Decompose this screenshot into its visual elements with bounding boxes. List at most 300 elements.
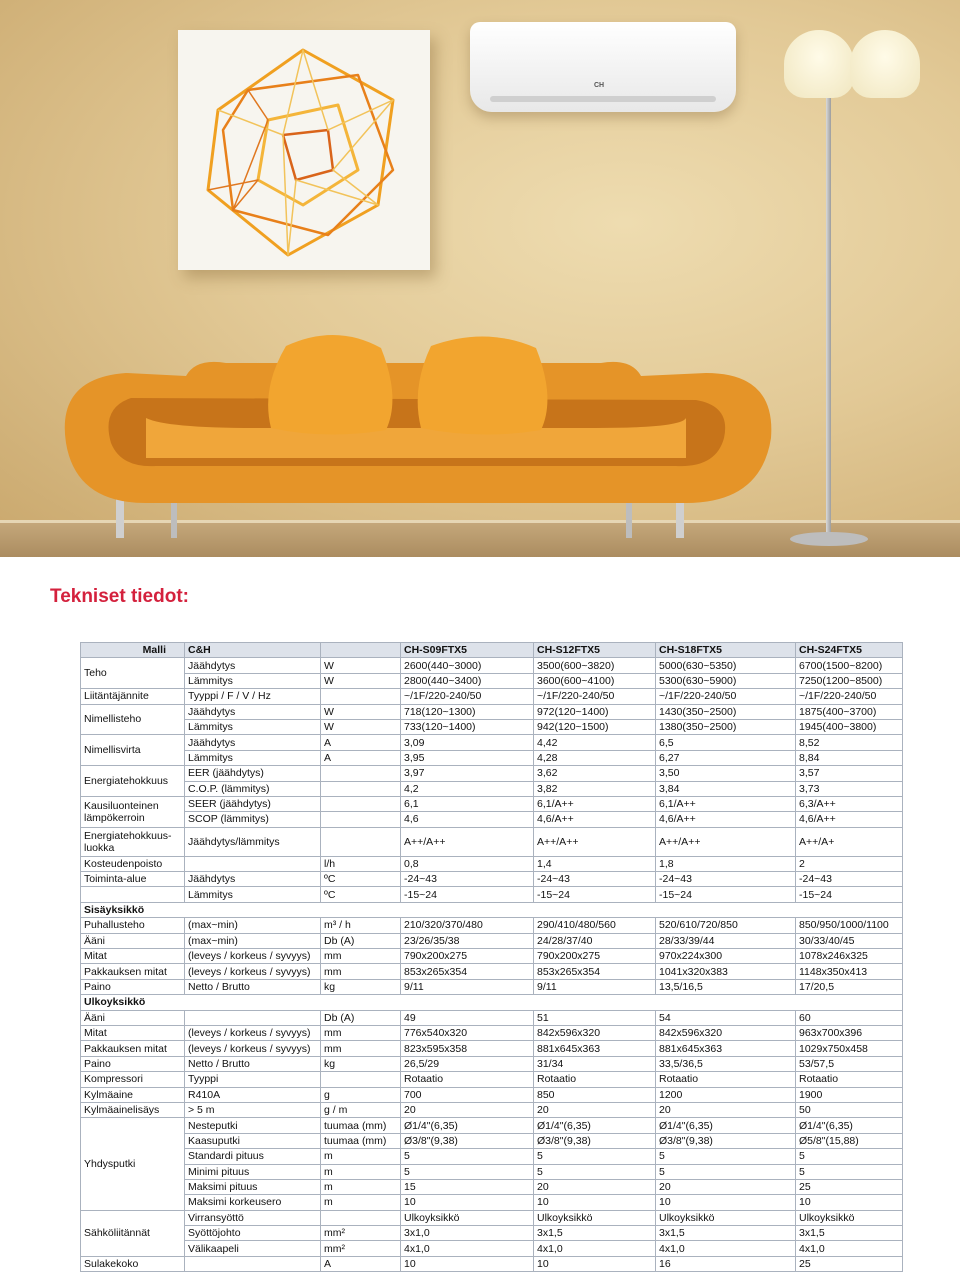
table-cell: 10 xyxy=(534,1256,656,1271)
table-cell: 6,3/A++ xyxy=(796,796,903,811)
table-cell: 25 xyxy=(796,1179,903,1194)
table-cell: Puhallusteho xyxy=(81,918,185,933)
table-cell: 2600(440~3000) xyxy=(401,658,534,673)
table-cell: Minimi pituus xyxy=(185,1164,321,1179)
table-cell: ~/1F/220-240/50 xyxy=(796,689,903,704)
section-header-row xyxy=(81,902,903,917)
table-cell: g xyxy=(321,1087,401,1102)
table-cell: 5 xyxy=(534,1149,656,1164)
table-cell xyxy=(185,856,321,871)
table-cell: Kausiluonteinen lämpökerroin xyxy=(81,796,185,827)
table-cell: Pakkauksen mitat xyxy=(81,964,185,979)
air-conditioner-image xyxy=(470,22,736,112)
abstract-art xyxy=(178,30,430,270)
spec-table xyxy=(80,642,903,1272)
table-cell: 4x1,0 xyxy=(796,1241,903,1256)
table-row xyxy=(81,719,903,734)
table-cell: 10 xyxy=(796,1195,903,1210)
table-cell: ~/1F/220-240/50 xyxy=(401,689,534,704)
table-cell: 700 xyxy=(401,1087,534,1102)
table-cell: A xyxy=(321,1256,401,1271)
table-cell: (leveys / korkeus / syvyys) xyxy=(185,964,321,979)
table-cell: 49 xyxy=(401,1010,534,1025)
table-cell: 51 xyxy=(534,1010,656,1025)
table-cell: kg xyxy=(321,979,401,994)
table-cell: A++/A+ xyxy=(796,827,903,856)
table-cell: Ø5/8"(15,88) xyxy=(796,1133,903,1148)
table-cell: 842x596x320 xyxy=(656,1025,796,1040)
table-cell: 60 xyxy=(796,1010,903,1025)
table-cell: (leveys / korkeus / syvyys) xyxy=(185,949,321,964)
header-cell xyxy=(321,643,401,658)
table-cell xyxy=(185,1256,321,1271)
table-cell: 3500(600~3820) xyxy=(534,658,656,673)
table-cell: 3x1,0 xyxy=(401,1226,534,1241)
table-cell: mm² xyxy=(321,1241,401,1256)
table-row xyxy=(81,1087,903,1102)
table-cell: Sähköliitännät xyxy=(81,1210,185,1256)
cushion-right xyxy=(418,336,548,434)
table-row xyxy=(81,1041,903,1056)
table-cell: A xyxy=(321,750,401,765)
table-row xyxy=(81,1010,903,1025)
table-cell: 3x1,5 xyxy=(656,1226,796,1241)
table-cell: m³ / h xyxy=(321,918,401,933)
table-cell: Tyyppi / F / V / Hz xyxy=(185,689,321,704)
table-cell: W xyxy=(321,658,401,673)
table-cell: 20 xyxy=(534,1102,656,1117)
table-cell: kg xyxy=(321,1056,401,1071)
table-cell: Rotaatio xyxy=(401,1072,534,1087)
table-cell: (leveys / korkeus / syvyys) xyxy=(185,1041,321,1056)
table-cell: Energiatehokkuus xyxy=(81,766,185,797)
table-cell: Nimellisteho xyxy=(81,704,185,735)
table-cell: 50 xyxy=(796,1102,903,1117)
table-cell: 2800(440~3400) xyxy=(401,673,534,688)
table-cell: m xyxy=(321,1164,401,1179)
table-cell: Rotaatio xyxy=(534,1072,656,1087)
table-cell: Netto / Brutto xyxy=(185,979,321,994)
table-cell: 963x700x396 xyxy=(796,1025,903,1040)
table-cell: 6,1 xyxy=(401,796,534,811)
table-cell: Maksimi korkeusero xyxy=(185,1195,321,1210)
table-cell: 6,1/A++ xyxy=(656,796,796,811)
table-cell: Syöttöjohto xyxy=(185,1226,321,1241)
table-cell: -15~24 xyxy=(796,887,903,902)
table-row xyxy=(81,1256,903,1271)
table-cell: Rotaatio xyxy=(796,1072,903,1087)
table-cell xyxy=(321,766,401,781)
table-cell: Jäähdytys/lämmitys xyxy=(185,827,321,856)
table-cell: 776x540x320 xyxy=(401,1025,534,1040)
table-cell: SCOP (lämmitys) xyxy=(185,812,321,827)
table-cell: mm xyxy=(321,949,401,964)
table-cell: 5 xyxy=(656,1164,796,1179)
table-cell: R410A xyxy=(185,1087,321,1102)
table-row xyxy=(81,781,903,796)
table-cell: Sisäyksikkö xyxy=(81,902,903,917)
table-row xyxy=(81,750,903,765)
page-title: Tekniset tiedot: xyxy=(50,586,189,607)
table-cell: tuumaa (mm) xyxy=(321,1133,401,1148)
table-cell xyxy=(321,781,401,796)
table-cell xyxy=(185,1010,321,1025)
table-row xyxy=(81,964,903,979)
table-cell: 4,28 xyxy=(534,750,656,765)
table-cell: 20 xyxy=(656,1102,796,1117)
table-cell: 5300(630~5900) xyxy=(656,673,796,688)
table-cell: 942(120~1500) xyxy=(534,719,656,734)
table-cell: l/h xyxy=(321,856,401,871)
table-cell: Jäähdytys xyxy=(185,735,321,750)
table-cell: 842x596x320 xyxy=(534,1025,656,1040)
header-cell: CH-S09FTX5 xyxy=(401,643,534,658)
table-cell: 520/610/720/850 xyxy=(656,918,796,933)
table-row xyxy=(81,658,903,673)
table-cell: 26,5/29 xyxy=(401,1056,534,1071)
table-cell: 5 xyxy=(656,1149,796,1164)
table-cell: Ø3/8"(9,38) xyxy=(401,1133,534,1148)
table-cell: > 5 m xyxy=(185,1102,321,1117)
table-cell: (max~min) xyxy=(185,933,321,948)
table-cell: Ulkoyksikkö xyxy=(656,1210,796,1225)
table-cell: 33,5/36,5 xyxy=(656,1056,796,1071)
table-cell: Ulkoyksikkö xyxy=(401,1210,534,1225)
table-cell xyxy=(321,689,401,704)
ac-logo: CH xyxy=(594,82,605,89)
table-cell: 10 xyxy=(534,1195,656,1210)
table-cell: 5 xyxy=(796,1149,903,1164)
table-cell: 8,52 xyxy=(796,735,903,750)
table-cell: 4,6 xyxy=(401,812,534,827)
table-cell: Lämmitys xyxy=(185,719,321,734)
table-cell: 1430(350~2500) xyxy=(656,704,796,719)
table-cell: 1380(350~2500) xyxy=(656,719,796,734)
table-row xyxy=(81,1118,903,1133)
table-cell: Db (A) xyxy=(321,1010,401,1025)
table-cell: Db (A) xyxy=(321,933,401,948)
table-row xyxy=(81,1179,903,1194)
table-cell: Välikaapeli xyxy=(185,1241,321,1256)
table-cell: Mitat xyxy=(81,949,185,964)
table-cell: Ulkoyksikkö xyxy=(81,995,903,1010)
lamp-shade-right xyxy=(850,30,920,98)
table-row xyxy=(81,812,903,827)
table-cell: 3,95 xyxy=(401,750,534,765)
table-cell: Jäähdytys xyxy=(185,872,321,887)
table-cell: 7250(1200~8500) xyxy=(796,673,903,688)
table-cell: tuumaa (mm) xyxy=(321,1118,401,1133)
cushion-left xyxy=(268,335,392,435)
table-cell: 3,57 xyxy=(796,766,903,781)
table-cell: Toiminta-alue xyxy=(81,872,185,887)
table-cell: -24~43 xyxy=(796,872,903,887)
table-cell: 850/950/1000/1100 xyxy=(796,918,903,933)
table-cell xyxy=(321,812,401,827)
table-cell: Ø1/4"(6,35) xyxy=(401,1118,534,1133)
table-cell: W xyxy=(321,704,401,719)
table-cell: EER (jäähdytys) xyxy=(185,766,321,781)
table-cell: 881x645x363 xyxy=(656,1041,796,1056)
table-cell: 6,27 xyxy=(656,750,796,765)
lamp-shade-left xyxy=(784,30,854,98)
table-row xyxy=(81,704,903,719)
table-row xyxy=(81,1149,903,1164)
table-row xyxy=(81,872,903,887)
table-cell: Energiatehokkuus-luokka xyxy=(81,827,185,856)
table-cell: 1041x320x383 xyxy=(656,964,796,979)
table-cell: Teho xyxy=(81,658,185,689)
table-cell: 23/26/35/38 xyxy=(401,933,534,948)
table-cell: 28/33/39/44 xyxy=(656,933,796,948)
table-row xyxy=(81,979,903,994)
table-cell: Netto / Brutto xyxy=(185,1056,321,1071)
table-cell: 5 xyxy=(401,1149,534,1164)
table-cell: 6700(1500~8200) xyxy=(796,658,903,673)
table-cell: -24~43 xyxy=(534,872,656,887)
table-cell: -15~24 xyxy=(401,887,534,902)
table-cell: 1148x350x413 xyxy=(796,964,903,979)
table-cell: Paino xyxy=(81,979,185,994)
table-cell: Yhdysputki xyxy=(81,1118,185,1210)
table-cell: -15~24 xyxy=(656,887,796,902)
table-row xyxy=(81,1195,903,1210)
table-cell: m xyxy=(321,1195,401,1210)
table-cell xyxy=(321,827,401,856)
table-cell: 5 xyxy=(796,1164,903,1179)
table-cell: mm xyxy=(321,964,401,979)
table-cell: 3x1,5 xyxy=(534,1226,656,1241)
sofa xyxy=(56,318,776,548)
table-header xyxy=(81,643,903,658)
table-cell: 1900 xyxy=(796,1087,903,1102)
table-cell: 1,8 xyxy=(656,856,796,871)
table-cell: Liitäntäjännite xyxy=(81,689,185,704)
table-cell: 9/11 xyxy=(534,979,656,994)
table-cell: 790x200x275 xyxy=(401,949,534,964)
table-cell: 718(120~1300) xyxy=(401,704,534,719)
table-row xyxy=(81,1226,903,1241)
table-cell: 853x265x354 xyxy=(401,964,534,979)
table-row xyxy=(81,796,903,811)
table-cell: ºC xyxy=(321,872,401,887)
table-cell: 853x265x354 xyxy=(534,964,656,979)
table-cell: SEER (jäähdytys) xyxy=(185,796,321,811)
table-row xyxy=(81,827,903,856)
table-cell: Ulkoyksikkö xyxy=(534,1210,656,1225)
table-cell: A++/A++ xyxy=(534,827,656,856)
table-cell: Kylmäainelisäys xyxy=(81,1102,185,1117)
table-row xyxy=(81,689,903,704)
table-cell: 16 xyxy=(656,1256,796,1271)
table-cell: Jäähdytys xyxy=(185,658,321,673)
table-cell: 1875(400~3700) xyxy=(796,704,903,719)
table-cell: 3,50 xyxy=(656,766,796,781)
table-cell: 733(120~1400) xyxy=(401,719,534,734)
table-cell: Ääni xyxy=(81,1010,185,1025)
table-cell: 25 xyxy=(796,1256,903,1271)
table-cell: Kylmäaine xyxy=(81,1087,185,1102)
ac-vent xyxy=(490,96,716,102)
table-cell: Sulakekoko xyxy=(81,1256,185,1271)
table-cell: 970x224x300 xyxy=(656,949,796,964)
table-cell: 4x1,0 xyxy=(401,1241,534,1256)
table-cell: (max~min) xyxy=(185,918,321,933)
table-cell: 972(120~1400) xyxy=(534,704,656,719)
table-row xyxy=(81,735,903,750)
table-row xyxy=(81,949,903,964)
table-cell: C.O.P. (lämmitys) xyxy=(185,781,321,796)
table-cell: 823x595x358 xyxy=(401,1041,534,1056)
table-cell: Maksimi pituus xyxy=(185,1179,321,1194)
section-header-row xyxy=(81,995,903,1010)
table-cell xyxy=(321,1072,401,1087)
table-cell: W xyxy=(321,719,401,734)
table-row xyxy=(81,933,903,948)
table-cell: 9/11 xyxy=(401,979,534,994)
table-cell: 3,97 xyxy=(401,766,534,781)
table-cell: Ulkoyksikkö xyxy=(796,1210,903,1225)
table-cell: Tyyppi xyxy=(185,1072,321,1087)
table-cell: 17/20,5 xyxy=(796,979,903,994)
table-cell: Ø1/4"(6,35) xyxy=(534,1118,656,1133)
table-cell: mm xyxy=(321,1041,401,1056)
header-cell: CH-S24FTX5 xyxy=(796,643,903,658)
table-cell: 4x1,0 xyxy=(534,1241,656,1256)
table-cell: ~/1F/220-240/50 xyxy=(656,689,796,704)
table-row xyxy=(81,673,903,688)
table-row xyxy=(81,1210,903,1225)
room-illustration xyxy=(0,0,960,557)
table-cell: Kaasuputki xyxy=(185,1133,321,1148)
table-cell: 4,2 xyxy=(401,781,534,796)
table-cell xyxy=(81,887,185,902)
table-cell: Ø3/8"(9,38) xyxy=(534,1133,656,1148)
table-cell: 30/33/40/45 xyxy=(796,933,903,948)
table-cell: 8,84 xyxy=(796,750,903,765)
table-cell: Lämmitys xyxy=(185,887,321,902)
table-cell: -15~24 xyxy=(534,887,656,902)
table-cell: A++/A++ xyxy=(656,827,796,856)
table-cell: Ø1/4"(6,35) xyxy=(796,1118,903,1133)
table-cell: 1078x246x325 xyxy=(796,949,903,964)
table-row xyxy=(81,856,903,871)
table-cell: 3,84 xyxy=(656,781,796,796)
table-cell: 4,6/A++ xyxy=(534,812,656,827)
table-cell: 3600(600~4100) xyxy=(534,673,656,688)
table-cell: 3x1,5 xyxy=(796,1226,903,1241)
table-cell: Virransyöttö xyxy=(185,1210,321,1225)
wall-painting xyxy=(178,30,430,270)
table-row xyxy=(81,918,903,933)
header-cell: Malli xyxy=(81,643,185,658)
table-cell: Kosteudenpoisto xyxy=(81,856,185,871)
table-cell: 290/410/480/560 xyxy=(534,918,656,933)
table-cell: 3,09 xyxy=(401,735,534,750)
header-cell: CH-S18FTX5 xyxy=(656,643,796,658)
table-row xyxy=(81,766,903,781)
table-cell: ºC xyxy=(321,887,401,902)
table-cell: 210/320/370/480 xyxy=(401,918,534,933)
table-cell: Ääni xyxy=(81,933,185,948)
table-cell: 5 xyxy=(401,1164,534,1179)
table-row xyxy=(81,1133,903,1148)
table-cell: 850 xyxy=(534,1087,656,1102)
table-cell: 1029x750x458 xyxy=(796,1041,903,1056)
table-cell: mm² xyxy=(321,1226,401,1241)
table-cell: 20 xyxy=(534,1179,656,1194)
table-cell: Pakkauksen mitat xyxy=(81,1041,185,1056)
table-cell: W xyxy=(321,673,401,688)
table-cell: 881x645x363 xyxy=(534,1041,656,1056)
table-cell: 3,62 xyxy=(534,766,656,781)
table-cell: 790x200x275 xyxy=(534,949,656,964)
table-cell: 5000(630~5350) xyxy=(656,658,796,673)
table-body xyxy=(81,658,903,1272)
table-cell: Lämmitys xyxy=(185,750,321,765)
table-cell: 53/57,5 xyxy=(796,1056,903,1071)
floor-lamp xyxy=(826,98,831,538)
header-cell: CH-S12FTX5 xyxy=(534,643,656,658)
table-row xyxy=(81,887,903,902)
table-cell: -24~43 xyxy=(656,872,796,887)
table-cell: 1945(400~3800) xyxy=(796,719,903,734)
table-cell: Ø1/4"(6,35) xyxy=(656,1118,796,1133)
table-row xyxy=(81,1056,903,1071)
table-cell: 4,6/A++ xyxy=(796,812,903,827)
table-cell: A xyxy=(321,735,401,750)
table-cell: 1,4 xyxy=(534,856,656,871)
header-cell: C&H xyxy=(185,643,321,658)
table-cell: m xyxy=(321,1149,401,1164)
table-cell: (leveys / korkeus / syvyys) xyxy=(185,1025,321,1040)
table-cell: m xyxy=(321,1179,401,1194)
table-cell: 6,1/A++ xyxy=(534,796,656,811)
lamp-base xyxy=(790,532,868,546)
table-cell: 4,42 xyxy=(534,735,656,750)
table-row xyxy=(81,1102,903,1117)
table-cell: Nesteputki xyxy=(185,1118,321,1133)
table-cell: 1200 xyxy=(656,1087,796,1102)
table-cell: Mitat xyxy=(81,1025,185,1040)
table-cell: 10 xyxy=(401,1256,534,1271)
table-cell: 10 xyxy=(401,1195,534,1210)
table-cell: mm xyxy=(321,1025,401,1040)
table-cell: 54 xyxy=(656,1010,796,1025)
table-row xyxy=(81,1164,903,1179)
table-cell: 3,82 xyxy=(534,781,656,796)
table-cell: Rotaatio xyxy=(656,1072,796,1087)
table-cell: 2 xyxy=(796,856,903,871)
table-cell: -24~43 xyxy=(401,872,534,887)
table-cell: Lämmitys xyxy=(185,673,321,688)
table-cell: 4x1,0 xyxy=(656,1241,796,1256)
table-cell xyxy=(321,796,401,811)
table-cell: A++/A++ xyxy=(401,827,534,856)
table-cell: 31/34 xyxy=(534,1056,656,1071)
table-row xyxy=(81,1072,903,1087)
table-cell: 6,5 xyxy=(656,735,796,750)
table-cell: ~/1F/220-240/50 xyxy=(534,689,656,704)
table-cell: 24/28/37/40 xyxy=(534,933,656,948)
table-cell: g / m xyxy=(321,1102,401,1117)
table-cell: 3,73 xyxy=(796,781,903,796)
table-cell: Ø3/8"(9,38) xyxy=(656,1133,796,1148)
table-cell: 13,5/16,5 xyxy=(656,979,796,994)
table-cell: Paino xyxy=(81,1056,185,1071)
table-cell: Kompressori xyxy=(81,1072,185,1087)
table-cell xyxy=(321,1210,401,1225)
